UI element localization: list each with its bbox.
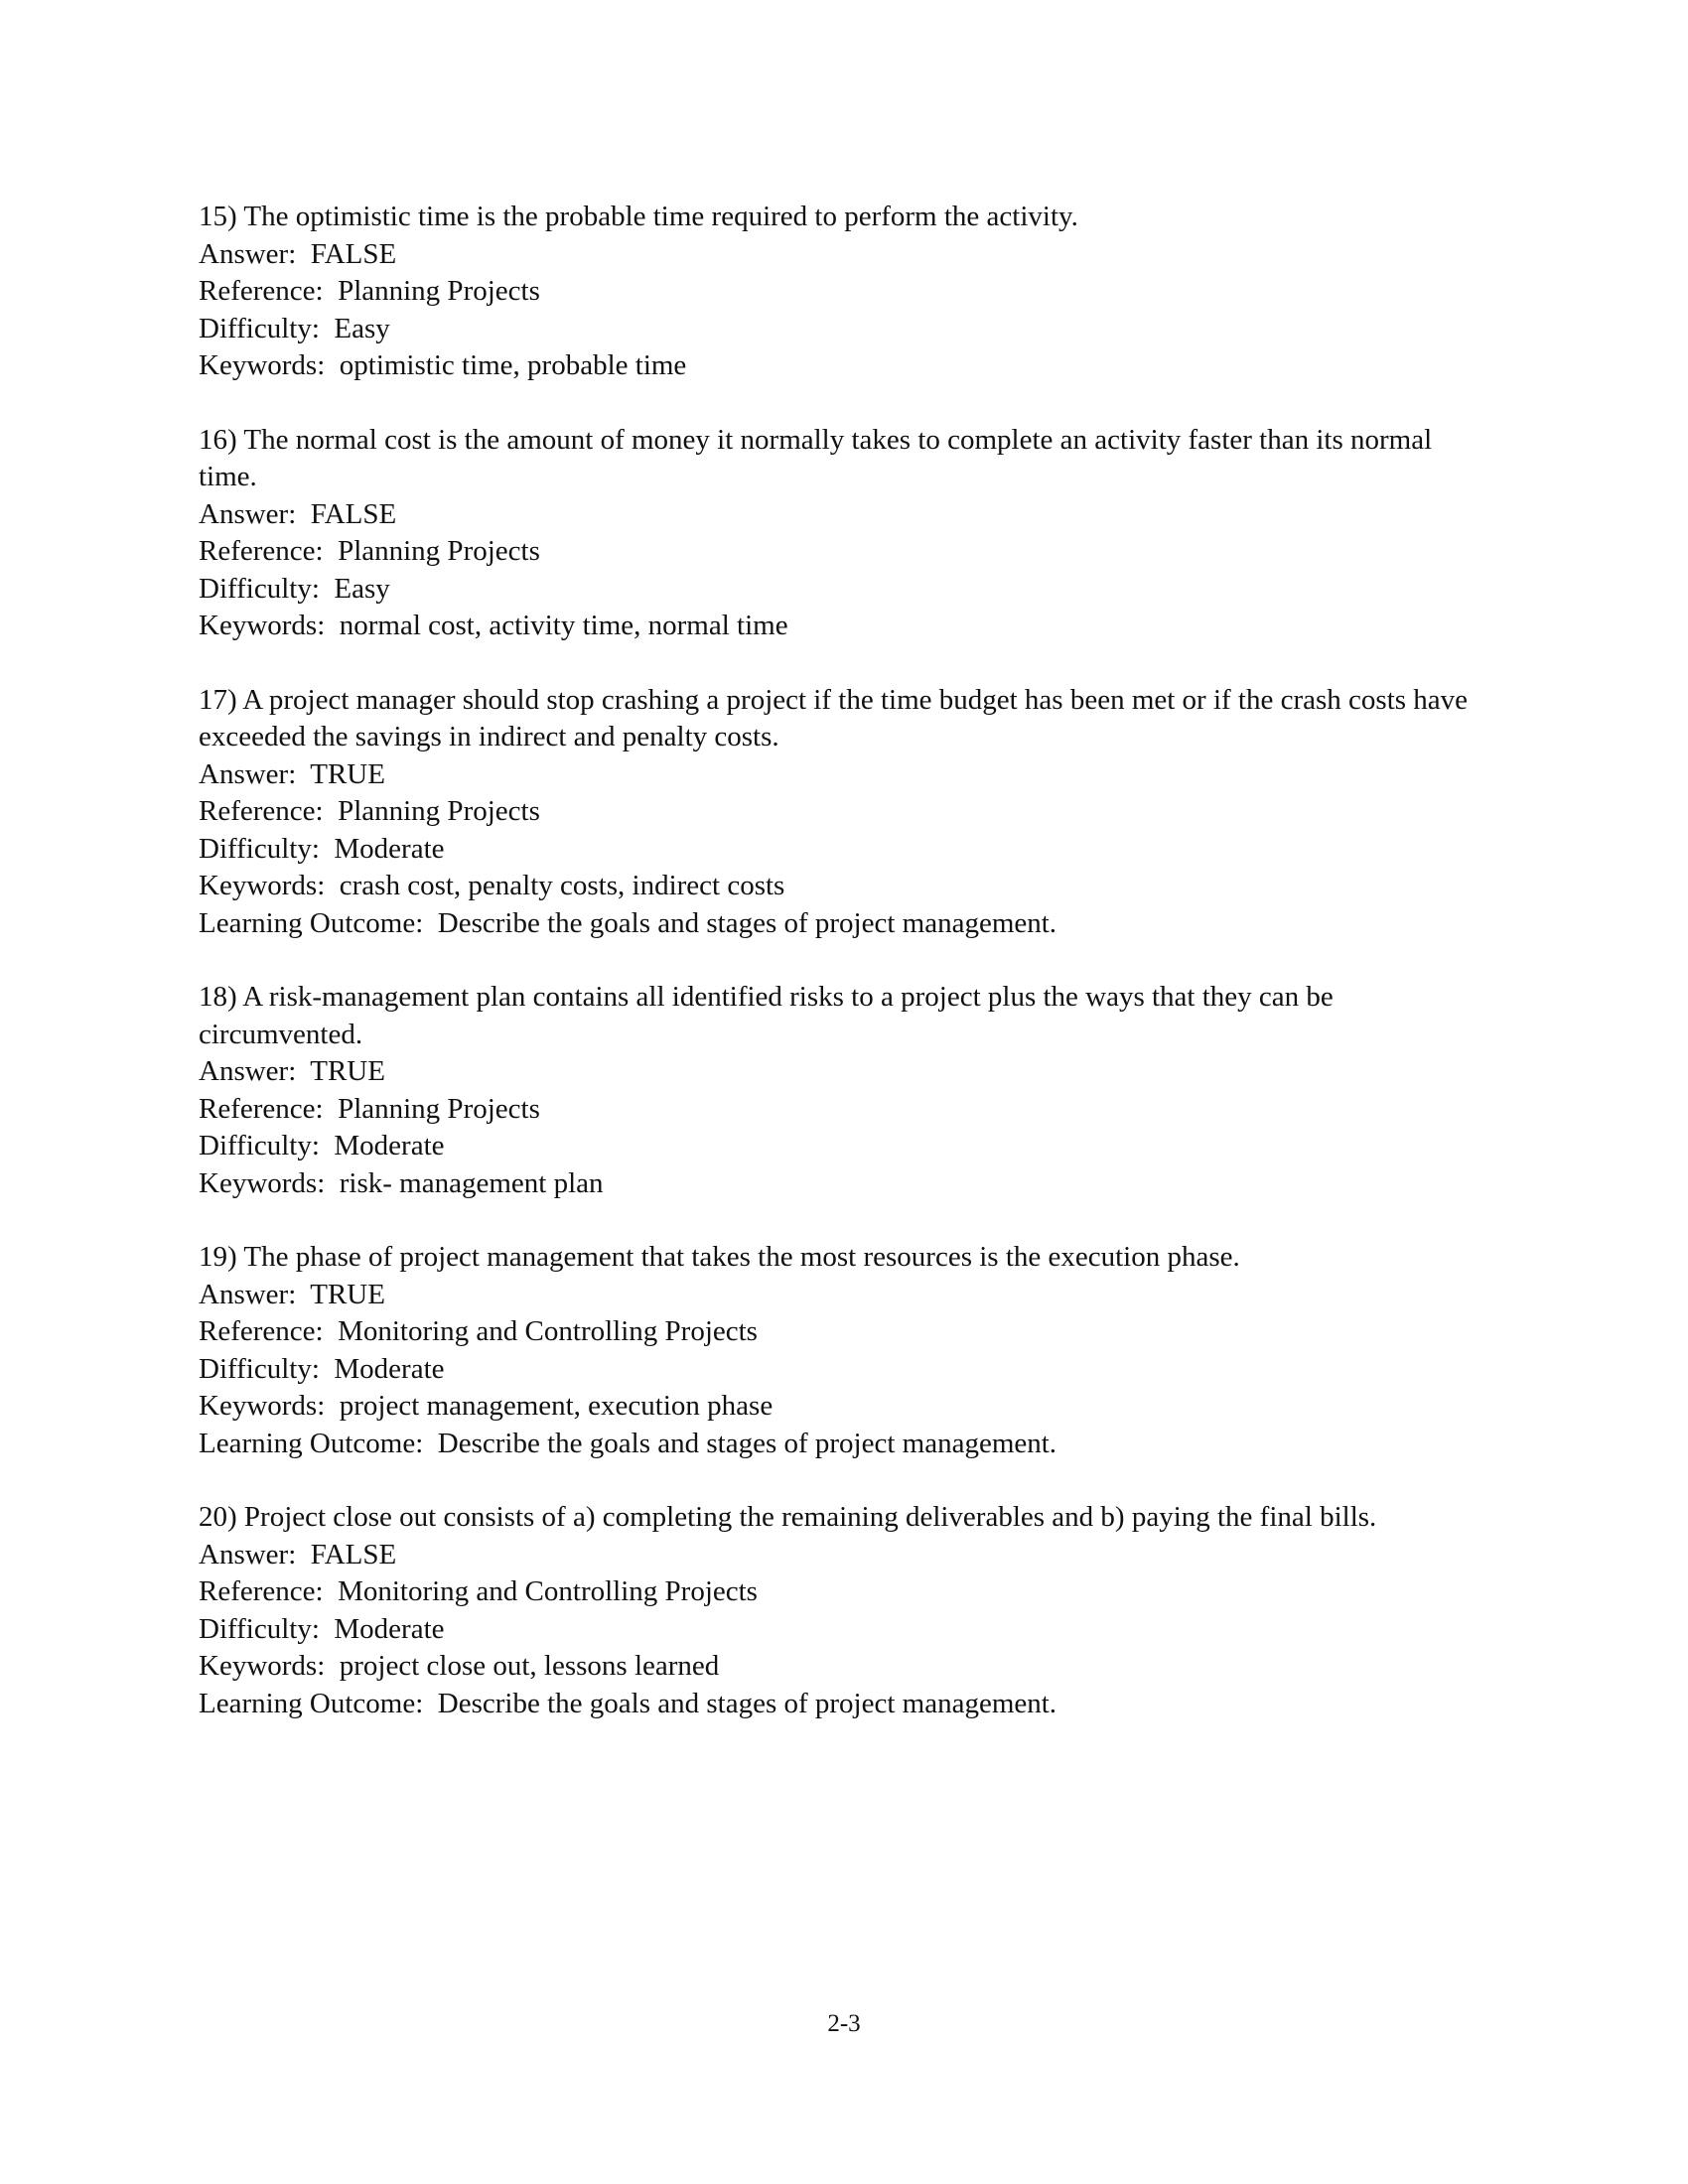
- reference-line: Reference: Planning Projects: [199, 795, 540, 827]
- question-15: [199, 199, 1489, 385]
- page-number: 2-3: [827, 2010, 861, 2037]
- learning-outcome-line: Learning Outcome: Describe the goals and stages of project management.: [199, 1687, 1057, 1719]
- difficulty-line: Difficulty: Easy: [199, 572, 390, 605]
- difficulty-line: Difficulty: Moderate: [199, 1352, 445, 1385]
- learning-outcome-line: Learning Outcome: Describe the goals and stages of project management.: [199, 906, 1057, 939]
- difficulty-line: Difficulty: Moderate: [199, 1612, 445, 1645]
- reference-line: Reference: Monitoring and Controlling Projects: [199, 1575, 758, 1607]
- keywords-line: Keywords: project management, execution phase: [199, 1390, 774, 1422]
- keywords-line: Keywords: crash cost, penalty costs, indirect costs: [199, 870, 785, 901]
- reference-line: Reference: Monitoring and Controlling Projects: [199, 1315, 758, 1347]
- question-18: [199, 979, 1489, 1202]
- answer-line: Answer: FALSE: [199, 497, 397, 530]
- question-17: [199, 682, 1489, 943]
- answer-line: Answer: FALSE: [199, 237, 397, 270]
- answer-line: Answer: TRUE: [199, 1055, 385, 1087]
- reference-line: Reference: Planning Projects: [199, 275, 540, 307]
- difficulty-line: Difficulty: Moderate: [199, 1130, 445, 1161]
- question-text: 15) The optimistic time is the probable time required to perform the activity.: [199, 201, 1078, 232]
- question-20: [199, 1499, 1489, 1722]
- keywords-line: Keywords: risk- management plan: [199, 1166, 604, 1199]
- answer-line: Answer: TRUE: [199, 1278, 385, 1310]
- difficulty-line: Difficulty: Moderate: [199, 832, 445, 865]
- answer-line: Answer: FALSE: [199, 1538, 397, 1570]
- reference-line: Reference: Planning Projects: [199, 1092, 540, 1125]
- question-text: 16) The normal cost is the amount of money it normally takes to complete an activity faster than its normal time.: [199, 423, 1440, 492]
- question-text: 18) A risk-management plan contains all identified risks to a project plus the ways that they can be circumvented.: [199, 981, 1341, 1050]
- reference-line: Reference: Planning Projects: [199, 535, 540, 567]
- question-text: 17) A project manager should stop crashing a project if the time budget has been met or if the crash costs have exceeded the savings in indirect and penalty costs.: [199, 683, 1476, 752]
- question-19: [199, 1239, 1489, 1462]
- question-list: [199, 199, 1489, 1759]
- keywords-line: Keywords: project close out, lessons learned: [199, 1650, 720, 1682]
- learning-outcome-line: Learning Outcome: Describe the goals and stages of project management.: [199, 1427, 1057, 1459]
- question-text: 19) The phase of project management that takes the most resources is the execution phase.: [199, 1241, 1240, 1273]
- answer-line: Answer: TRUE: [199, 757, 385, 790]
- keywords-line: Keywords: normal cost, activity time, normal time: [199, 610, 788, 641]
- question-text: 20) Project close out consists of a) completing the remaining deliverables and b) paying the final bills.: [199, 1501, 1377, 1533]
- keywords-line: Keywords: optimistic time, probable time: [199, 349, 687, 381]
- difficulty-line: Difficulty: Easy: [199, 312, 390, 344]
- question-16: [199, 422, 1489, 645]
